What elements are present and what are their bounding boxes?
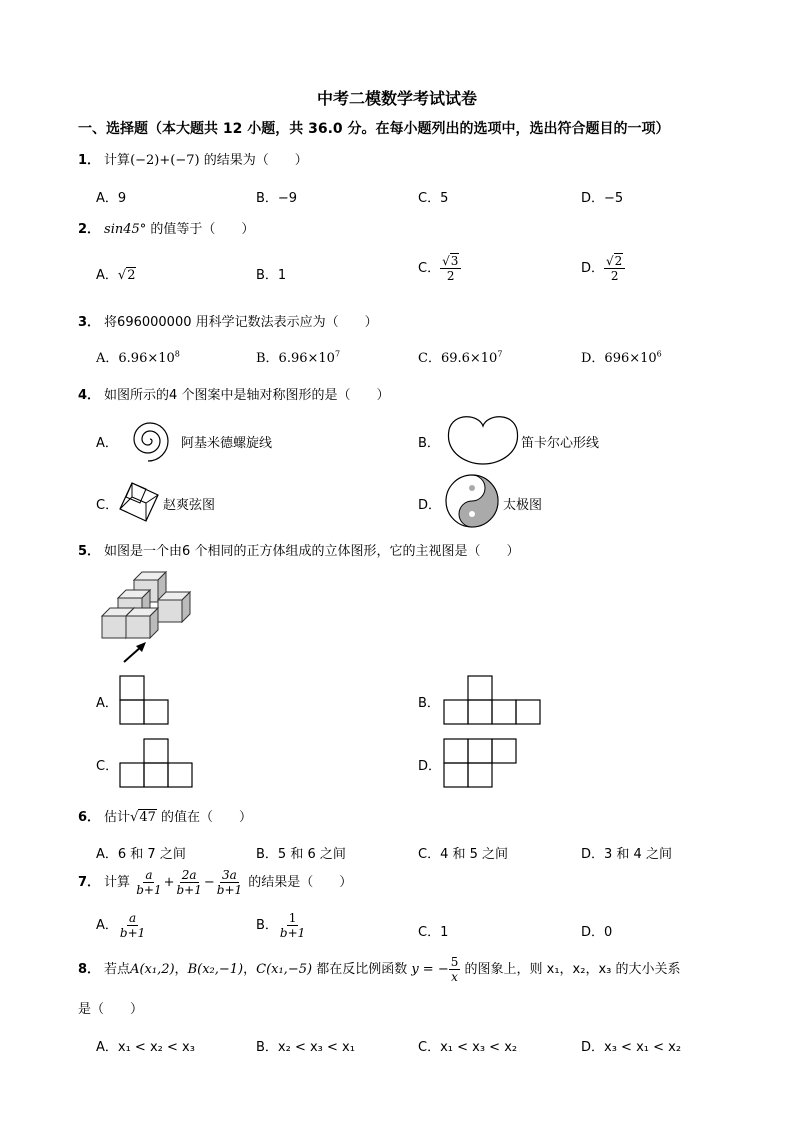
q8-option-b[interactable]: B．x₂ < x₃ < x₁ [256,1040,355,1055]
q4-option-d[interactable]: D． [418,498,442,513]
archimedes-spiral-figure [120,413,180,465]
question-1: 1． 计算(−2)+(−7) 的结果为（ ） [78,153,308,168]
q2-option-c[interactable]: C． $\frac{√3}{2}$ [418,254,461,283]
zhao-shuang-diagram-figure [118,481,160,523]
question-8-line2: 是（ ） [78,1002,144,1017]
section-heading: 一、选择题（本大题共 12 小题，共 36.0 分。在每小题列出的选项中，选出符合题目的一项） [78,121,670,137]
q7-option-c[interactable]: C．1 [418,925,449,940]
question-8: 8． 若点A(x₁,2)，B(x₂,−1)，C(x₁,−5) 都在反比例函数 y = − $\frac{5}{x}$ 的图象上，则 x₁，x₂，x₃ 的大小关系 [78,955,681,984]
q3-option-a[interactable]: A．$6.96\times 10^8$ [96,349,180,366]
q4-d-label: 太极图 [503,498,543,513]
q5-option-c[interactable]: C． [96,759,119,774]
q8-option-c[interactable]: C．x₁ < x₃ < x₂ [418,1040,518,1055]
question-4: 4． 如图所示的4 个图案中是轴对称图形的是（ ） [78,388,390,403]
q4-option-c[interactable]: C． [96,498,119,513]
question-3: 3． 将696000000 用科学记数法表示应为（ ） [78,315,378,330]
q7-option-a[interactable]: A． $\frac{a}{b+1}$ [96,911,146,940]
q3-option-d[interactable]: D．$696\times 10^6$ [581,349,662,366]
question-5: 5． 如图是一个由6 个相同的正方体组成的立体图形，它的主视图是（ ） [78,544,520,559]
q2-option-d[interactable]: D． $\frac{√2}{2}$ [581,254,625,283]
q5-option-b[interactable]: B． [418,696,440,711]
cube-stack-figure [98,568,198,666]
q5-d-figure [443,738,519,788]
q1-option-c[interactable]: C．5 [418,191,449,206]
q1-option-b[interactable]: B．−9 [256,191,298,206]
q2-option-a[interactable]: A．√2 [96,268,136,283]
q6-option-c[interactable]: C．4 和 5 之间 [418,847,509,862]
q4-option-a[interactable]: A． [96,436,118,451]
q2-option-b[interactable]: B．1 [256,268,287,283]
q4-option-b[interactable]: B． [418,436,440,451]
q6-option-a[interactable]: A．6 和 7 之间 [96,847,186,862]
q5-b-figure [443,675,543,725]
question-2: 2． sin45° 的值等于（ ） [78,222,255,237]
q5-c-figure [119,738,195,788]
q3-option-c[interactable]: C．$69.6\times 10^7$ [418,349,503,366]
q5-option-d[interactable]: D． [418,759,442,774]
q8-option-a[interactable]: A．x₁ < x₂ < x₃ [96,1040,195,1055]
q1-option-d[interactable]: D．−5 [581,191,624,206]
cardioid-figure [445,412,521,466]
q7-option-b[interactable]: B． $\frac{1}{b+1}$ [256,911,306,940]
q1-option-a[interactable]: A．9 [96,191,127,206]
taiji-figure [444,473,500,529]
q4-c-label: 赵爽弦图 [163,498,216,513]
q6-option-d[interactable]: D．3 和 4 之间 [581,847,672,862]
q4-a-label: 阿基米德螺旋线 [181,436,273,451]
q4-b-label: 笛卡尔心形线 [521,436,600,451]
question-7: 7． 计算 $\frac{a}{b+1}$ + $\frac{2a}{b+1}$ − $\frac{3a}{b+1}$ 的结果是（ ） [78,868,353,897]
q6-option-b[interactable]: B．5 和 6 之间 [256,847,346,862]
q5-option-a[interactable]: A． [96,696,118,711]
q7-option-d[interactable]: D．0 [581,925,613,940]
q3-option-b[interactable]: B．$6.96\times 10^7$ [256,349,341,366]
page-title: 中考二模数学考试试卷 [316,89,477,108]
q5-a-figure [119,675,171,725]
question-6: 6． 估计√47 的值在（ ） [78,810,253,825]
q8-option-d[interactable]: D．x₃ < x₁ < x₂ [581,1040,682,1055]
